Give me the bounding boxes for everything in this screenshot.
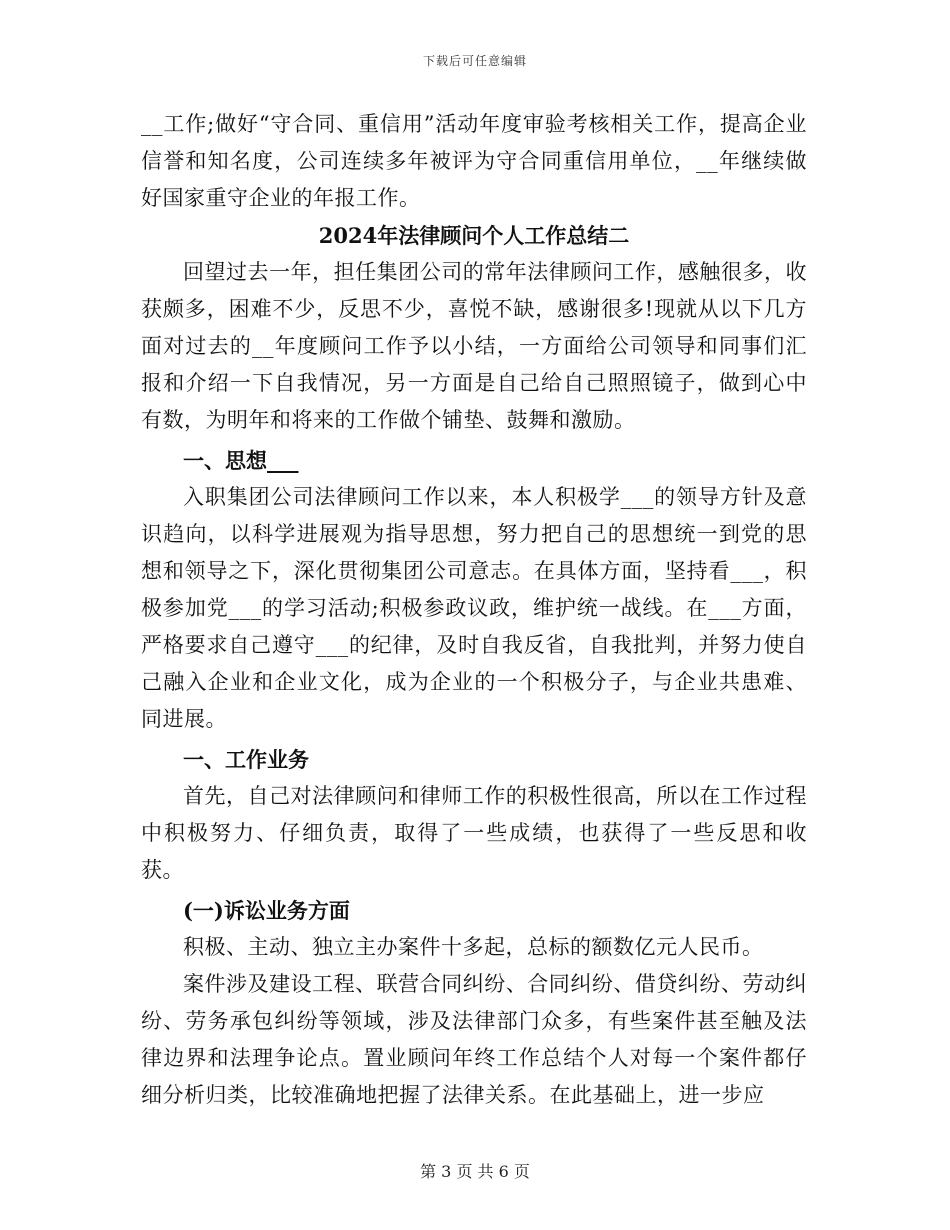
subsection-heading-litigation: (一)诉讼业务方面 xyxy=(183,898,350,923)
document-title: 2024年法律顾问个人工作总结二 xyxy=(318,223,630,248)
page-header-note: 下载后可任意编辑 xyxy=(422,54,527,68)
section-heading-thought: 一、思想___ xyxy=(183,448,299,473)
section-heading-work: 一、工作业务 xyxy=(183,747,309,772)
paragraph-litigation-fields: 案件涉及建设工程、联营合同纠纷、合同纠纷、借贷纠纷、劳动纠纷、劳务承包纠纷等领域，涉及法律部门众多，有些案件甚至触及法律边界和法理争论点。置业顾问年终工作总结个人对每一个案件都仔细分析归类，比较准确地把握了法律关系。在此基础上，进一步应 xyxy=(141,972,807,1107)
paragraph-litigation-cases: 积极、主动、独立主办案件十多起，总标的额数亿元人民币。 xyxy=(183,935,764,959)
paragraph-thought: 入职集团公司法律顾问工作以来，本人积极学___的领导方针及意识趋向，以科学进展观为指导思想，努力把自己的思想统一到党的思想和领导之下，深化贯彻集团公司意志。在具体方面，坚持看___，积极参加党___的学习活动;积极参政议政，维护统一战线。在___方面，严格要求自己遵守___的纪律，及时自我反省，自我批判，并努力使自己融入企业和企业文化，成为企业的一个积极分子，与企业共患难、同进展。 xyxy=(141,485,807,731)
paragraph-work: 首先，自己对法律顾问和律师工作的积极性很高，所以在工作过程中积极努力、仔细负责，取得了一些成绩，也获得了一些反思和收获。 xyxy=(141,784,807,882)
document-body xyxy=(141,106,807,1114)
page-number: 第 3 页 共 6 页 xyxy=(420,1162,530,1181)
intro-paragraph: __工作;做好“守合同、重信用”活动年度审验考核相关工作，提高企业信誉和知名度，公司连续多年被评为守合同重信用单位，__年继续做好国家重守企业的年报工作。 xyxy=(141,112,807,210)
paragraph-review: 回望过去一年，担任集团公司的常年法律顾问工作，感触很多，收获颇多，困难不少，反思不少，喜悦不缺，感谢很多!现就从以下几方面对过去的__年度顾问工作予以小结，一方面给公司领导和同事们汇报和介绍一下自我情况，另一方面是自己给自己照照镜子，做到心中有数，为明年和将来的工作做个铺垫、鼓舞和激励。 xyxy=(141,260,807,432)
